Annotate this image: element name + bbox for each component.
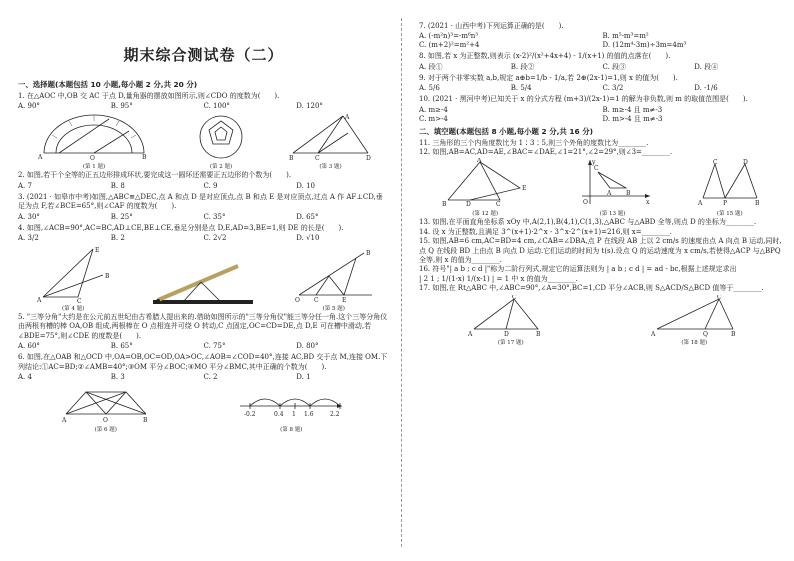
question-4-options	[18, 234, 389, 243]
svg-text:Q: Q	[703, 330, 709, 337]
svg-text:B: B	[142, 417, 148, 425]
figure-17	[466, 295, 556, 346]
svg-text:P: P	[722, 200, 727, 208]
question-3-options	[18, 213, 389, 222]
trisector-figure	[143, 254, 263, 312]
question-10-options	[419, 106, 786, 124]
option: B. m≥-4 且 m≠-3	[602, 105, 663, 114]
caption: (第 6 题)	[94, 427, 117, 434]
triangle-figure-3	[288, 113, 373, 161]
svg-text:E: E	[522, 185, 527, 193]
svg-text:D: D	[742, 159, 748, 167]
svg-text:B: B	[142, 154, 147, 162]
svg-text:D: D	[466, 201, 471, 209]
option: A. m≥-4	[419, 105, 448, 114]
option: D. 80°	[296, 342, 319, 351]
svg-text:A: A	[467, 330, 473, 337]
question-7: 7. (2021 · 山西中考)下列运算正确的是( ).	[419, 22, 564, 30]
right-column	[407, 0, 794, 561]
figure-15	[695, 158, 765, 217]
question-1: 1. 在△AOC 中,OB 交 AC 于点 D,量角器的摆放如图所示,则∠CDO 的度数为( ).	[18, 92, 280, 100]
svg-text:C: C	[594, 165, 600, 173]
option: C. 100°	[203, 102, 230, 111]
figure-6	[61, 384, 151, 433]
protractor-figure	[34, 113, 154, 161]
option: B. 5/4	[510, 84, 532, 93]
triangle-figure-15	[695, 158, 765, 208]
triangle-figure-17	[466, 295, 556, 337]
option: D. (12m⁴-3m)÷3m=4m³	[602, 41, 687, 50]
numline-label: 1.6	[304, 411, 314, 419]
figures-row-2	[18, 245, 389, 312]
triangle-figure-12	[440, 158, 530, 208]
option: B. 3	[110, 373, 125, 382]
svg-text:A: A	[477, 158, 482, 165]
question-5: 5. "三等分角"大约是在公元前五世纪由古希腊人提出来的.借助如图所示的"三等分角仪"能三等分任一角.这个三等分角仪由两根有槽的棒 OA,OB 组成,两根棒在 O 点相连并可绕 O 转动,C 点固定,OC=CD=DE,点 D,E 可在槽中滑动,若∠BDE=75°,则∠CDE 的度数是( ).	[18, 313, 388, 340]
svg-text:B: B	[626, 190, 631, 198]
option: B. 段②	[510, 62, 535, 71]
option: A. 段①	[419, 62, 443, 71]
option: A. 4	[18, 373, 32, 382]
figure-4	[33, 245, 113, 312]
figure-3	[288, 113, 373, 170]
figure-12	[440, 158, 530, 217]
figures-row-3	[18, 384, 389, 433]
caption: (第 17 题)	[497, 339, 524, 346]
svg-text:E: E	[341, 297, 347, 304]
caption: (第 12 题)	[472, 211, 499, 218]
question-8: 8. 如图,若 x 为正整数,则表示 (x-2)²/(x²+4x+4) - 1/(x+1) 的值的点落在( ).	[419, 52, 671, 61]
figure-1	[34, 113, 154, 170]
option: C. 段③	[602, 62, 627, 71]
svg-text:D: D	[366, 155, 371, 162]
option: B. m⁵-m³=m²	[602, 32, 649, 41]
question-9: 9. 对于两个非零实数 a,b,规定 a⊕b=1/b - 1/a,若 2⊕(2x-1)=1,则 x 的值为( ).	[419, 73, 678, 82]
caption: (第 4 题)	[62, 306, 85, 313]
figures-row-5	[419, 295, 786, 346]
question-14: 14. 设 x 为正整数,且满足 3^(x+1)·2^x - 3^x·2^(x+1)=216,则 x=________.	[419, 227, 672, 236]
figures-row-1	[18, 113, 389, 170]
svg-text:B: B	[105, 273, 110, 281]
question-12: 12. 如图,AB=AC,AD=AE,∠BAC=∠DAE,∠1=21°,∠2=29°,则∠3=________.	[419, 148, 673, 157]
option: C. 75°	[203, 342, 226, 351]
option: A. 90°	[18, 102, 40, 111]
svg-text:O: O	[90, 155, 95, 162]
svg-text:C: C	[313, 297, 319, 304]
svg-text:x: x	[646, 199, 650, 207]
question-9-options	[419, 84, 786, 93]
question-2-options	[18, 182, 389, 191]
figures-row-4	[419, 158, 786, 217]
caption: (第 2 题)	[209, 164, 233, 171]
caption: (第 5 题)	[322, 306, 345, 313]
page-title: 期末综合测试卷（二）	[123, 46, 284, 64]
option: D. 120°	[296, 102, 323, 111]
section-choice-heading: 一、选择题(本题包括 10 小题,每小题 2 分,共 20 分)	[18, 80, 198, 89]
svg-text:B: B	[535, 330, 541, 337]
option: A. 3/2	[18, 234, 39, 243]
option: B. 2	[110, 234, 125, 243]
figure-13	[572, 158, 652, 217]
question-6-options	[18, 373, 389, 382]
section-fill-heading: 二、填空题(本题包括 8 小题,每小题 2 分,共 16 分)	[419, 126, 594, 136]
option: D. √10	[296, 234, 320, 243]
numline-label: 2.2	[330, 411, 340, 419]
option: B. 25°	[110, 212, 133, 221]
svg-text:B: B	[731, 330, 736, 337]
column-divider	[401, 18, 402, 547]
triangle-figure-4	[33, 245, 113, 303]
option: D. 1	[296, 373, 311, 382]
option: D. -1/6	[694, 84, 718, 93]
option: C. (m+2)²=m²+4	[419, 41, 480, 50]
question-6: 6. 如图,在△OAB 和△OCD 中,OA=OB,OC=OD,OA>OC,∠AOB=∠COD=40°,连接 AC,BD 交于点 M,连接 OM.下列结论:①AC=BD;②∠AMB=40°;③OM 平分∠BOC;④MO 平分∠BMC,其中正确的个数为( ).	[18, 353, 388, 371]
figure-5	[143, 254, 263, 312]
triangle-figure-18	[649, 295, 739, 337]
svg-text:O: O	[294, 297, 300, 304]
figure-8	[236, 384, 346, 433]
svg-text:A: A	[61, 417, 67, 425]
question-11: 11. 三角形的三个内角度数比为 1∶3∶5,则三个外角的度数比为________.	[419, 138, 649, 147]
question-16-equation: | 2 1 ; 1/(1-x) 1/(x-1) | = 1 中 x 的值为________.	[419, 274, 578, 283]
option: A. (-m²n)³=-m⁶n³	[419, 32, 479, 41]
question-1-options	[18, 102, 389, 111]
svg-text:A: A	[38, 154, 43, 162]
coordinate-figure-13	[572, 158, 652, 208]
svg-text:C: C	[717, 294, 722, 301]
svg-text:C: C	[511, 294, 517, 301]
svg-text:O: O	[102, 417, 108, 425]
caption: (第 18 题)	[681, 339, 708, 346]
question-13: 13. 如图,在平面直角坐标系 xOy 中,A(2,1),B(4,1),C(1,3),△ABC 与△ABD 全等,则点 D 的坐标为________.	[419, 218, 757, 227]
question-7-options	[419, 32, 786, 50]
number-line-figure	[236, 384, 346, 424]
numline-label: -0.2	[244, 411, 256, 419]
question-10: 10. (2021 · 黑河中考)已知关于 x 的分式方程 (m+3)/(2x-1)=1 的解为非负数,则 m 的取值范围是( ).	[419, 95, 748, 104]
question-16: 16. 符号"| a b ; c d |"称为二阶行列式,规定它的运算法则为 | a b ; c d | = ad - bc,根据上述规定求出	[419, 265, 737, 274]
option: B. 8	[110, 181, 125, 190]
svg-text:D: D	[503, 330, 509, 337]
svg-text:B: B	[289, 155, 294, 162]
svg-text:A: A	[37, 297, 42, 304]
option: C. 9	[203, 181, 218, 190]
svg-text:B: B	[442, 201, 447, 209]
svg-text:C: C	[315, 155, 320, 162]
question-5-options	[18, 342, 389, 351]
question-2: 2. 如图,若干个全等的正五边形排成环状,要完成这一圆环还需要正五边形的个数为( ).	[18, 171, 292, 180]
option: A. 60°	[18, 342, 40, 351]
svg-text:C: C	[712, 159, 718, 167]
svg-text:O: O	[583, 199, 589, 207]
svg-text:E: E	[95, 247, 100, 255]
option: C. 3/2	[602, 84, 624, 93]
caption: (第 1 题)	[82, 164, 106, 171]
caption: (第 8 题)	[280, 427, 303, 434]
svg-text:B: B	[365, 250, 371, 258]
option: B. 65°	[110, 342, 133, 351]
question-8-options	[419, 63, 786, 72]
option: D. 10	[296, 181, 315, 190]
pentagon-ring-figure	[186, 113, 256, 161]
svg-text:A: A	[607, 190, 612, 198]
question-3: 3. (2021 · 如皋市中考)如图,△ABC≌△DEC,点 A 和点 D 是对应顶点,点 B 和点 E 是对应顶点,过点 A 作 AF⊥CD,垂足为点 F,若∠BCE=65°,则∠CAF 的度数为( ).	[18, 192, 383, 211]
option: C. 2	[203, 373, 218, 382]
option: D. m>-4 且 m≠-3	[602, 114, 663, 123]
svg-text:B: B	[754, 200, 760, 208]
svg-text:A: A	[345, 114, 350, 122]
svg-text:C: C	[496, 201, 501, 209]
svg-text:A: A	[651, 330, 656, 337]
caption: (第 3 题)	[319, 164, 342, 171]
option: D. 段④	[694, 62, 719, 71]
svg-text:y: y	[592, 159, 596, 167]
question-4: 4. 如图,∠ACB=90°,AC=BC,AD⊥CE,BE⊥CE,垂足分别是点 D,E,AD=3,BE=1,则 DE 的长是( ).	[18, 223, 344, 232]
question-17: 17. 如图,在 Rt△ABC 中,∠ABC=90°,∠A=30°,BC=1,CD 平分∠ACB,则 S△ACD/S△BCD 值等于________.	[419, 284, 764, 293]
option: A. 30°	[18, 212, 40, 221]
figure-5-diagram	[294, 245, 374, 312]
triangle-figure-6	[61, 384, 151, 424]
svg-text:C: C	[77, 298, 82, 304]
option: A. 5/6	[419, 84, 440, 93]
angle-diagram-5	[294, 245, 374, 303]
numline-label: 0.4	[274, 411, 284, 419]
option: C. m>-4	[419, 114, 448, 123]
question-15: 15. 如图,AB=6 cm,AC=BD=4 cm,∠CAB=∠DBA,点 P 在线段 AB 上以 2 cm/s 的速度由点 A 向点 B 运动,同时,点 Q 在线段 BD 上由点 B 向点 D 运动.它们运动的时间为 t(s).设点 Q 的运动速度为 x cm/s,若使得△ACP 与△BPQ 全等,则 x 的值为________.	[419, 237, 782, 265]
svg-text:A: A	[697, 200, 703, 208]
option: C. 35°	[203, 212, 226, 221]
figure-18	[649, 295, 739, 346]
caption: (第 15 题)	[716, 211, 743, 218]
caption: (第 13 题)	[599, 211, 626, 218]
option: B. 95°	[110, 102, 133, 111]
option: C. 2√2	[203, 234, 227, 243]
numline-label: 1	[292, 411, 297, 419]
option: D. 65°	[296, 212, 319, 221]
option: A. 7	[18, 181, 32, 190]
figure-2	[186, 113, 256, 170]
